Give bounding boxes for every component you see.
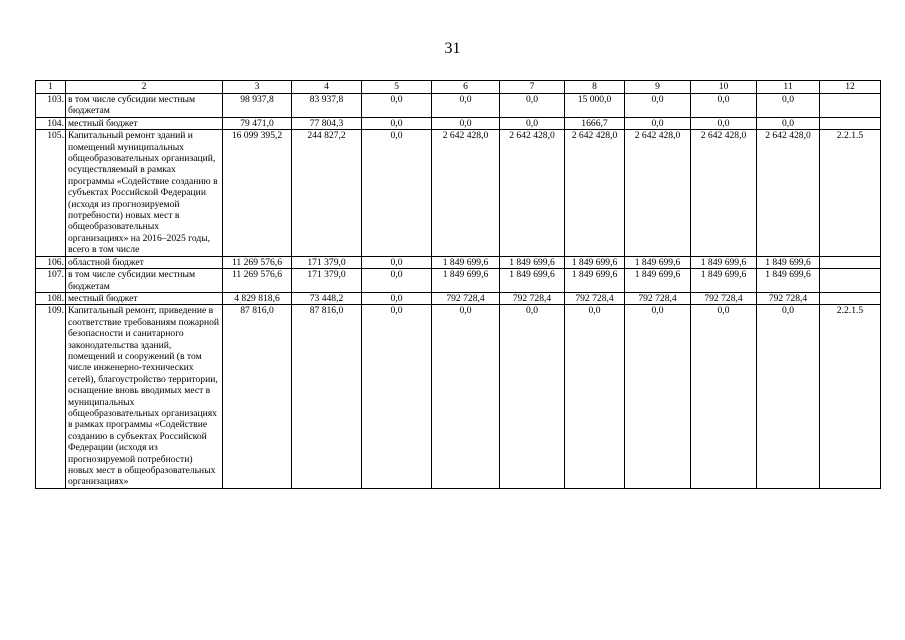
column-header: 10 <box>691 81 757 94</box>
table-cell: 1 849 699,6 <box>565 256 625 268</box>
column-header: 8 <box>565 81 625 94</box>
table-cell: 2.2.1.5 <box>820 305 881 489</box>
column-header: 11 <box>757 81 820 94</box>
table-cell <box>820 94 881 118</box>
table-cell: 87 816,0 <box>223 305 292 489</box>
table-cell: 15 000,0 <box>565 94 625 118</box>
table-cell: 1 849 699,6 <box>432 269 500 293</box>
table-cell: 0,0 <box>362 305 432 489</box>
header-row <box>36 81 881 94</box>
table-cell: 0,0 <box>757 117 820 129</box>
row-number: 106. <box>36 256 66 268</box>
table-cell: 0,0 <box>432 94 500 118</box>
row-description: в том числе субсидии местным бюджетам <box>66 94 223 118</box>
table-cell: 16 099 395,2 <box>223 130 292 256</box>
row-description: местный бюджет <box>66 292 223 304</box>
column-header: 2 <box>66 81 223 94</box>
table-cell: 244 827,2 <box>292 130 362 256</box>
table-cell: 1 849 699,6 <box>500 256 565 268</box>
table-cell: 792 728,4 <box>691 292 757 304</box>
table-cell: 2 642 428,0 <box>432 130 500 256</box>
table-row <box>36 117 881 129</box>
table-cell: 2 642 428,0 <box>691 130 757 256</box>
table-cell: 0,0 <box>432 305 500 489</box>
page-number: 31 <box>444 40 461 57</box>
row-description: Капитальный ремонт, приведение в соответствие требованиям пожарной безопасности и санитарного законодательства зданий, помещений и сооружений (в том числе инженерно-технических сетей), благоустройство территории, оснащение вновь вводимых мест в муниципальных общеобразовательных организациях в рамках программы «Содействие созданию в субъектах Российской Федерации (исходя из прогнозируемой потребности) новых мест в общеобразовательных организациях» <box>66 305 223 489</box>
table-cell: 792 728,4 <box>757 292 820 304</box>
table-cell: 11 269 576,6 <box>223 256 292 268</box>
table-row <box>36 292 881 304</box>
table-cell: 0,0 <box>691 305 757 489</box>
table-cell <box>820 117 881 129</box>
table-cell: 79 471,0 <box>223 117 292 129</box>
table-cell: 1 849 699,6 <box>691 269 757 293</box>
table-cell: 2 642 428,0 <box>500 130 565 256</box>
table-cell <box>820 269 881 293</box>
column-header: 1 <box>36 81 66 94</box>
table-row <box>36 130 881 256</box>
table-cell: 98 937,8 <box>223 94 292 118</box>
table-cell <box>820 292 881 304</box>
column-header: 9 <box>625 81 691 94</box>
column-header: 4 <box>292 81 362 94</box>
table-cell: 0,0 <box>362 256 432 268</box>
table-cell: 0,0 <box>757 305 820 489</box>
table-cell: 0,0 <box>500 117 565 129</box>
column-header: 5 <box>362 81 432 94</box>
table-cell: 0,0 <box>691 117 757 129</box>
table-cell: 792 728,4 <box>625 292 691 304</box>
table-cell: 1 849 699,6 <box>432 256 500 268</box>
column-header: 6 <box>432 81 500 94</box>
row-number: 109. <box>36 305 66 489</box>
table-cell: 0,0 <box>362 269 432 293</box>
row-description: местный бюджет <box>66 117 223 129</box>
row-number: 108. <box>36 292 66 304</box>
row-description: областной бюджет <box>66 256 223 268</box>
table-cell: 792 728,4 <box>432 292 500 304</box>
table-cell: 0,0 <box>757 94 820 118</box>
table-cell: 792 728,4 <box>565 292 625 304</box>
table-cell: 77 804,3 <box>292 117 362 129</box>
table-cell <box>820 256 881 268</box>
table-cell: 0,0 <box>362 94 432 118</box>
table-cell: 2 642 428,0 <box>625 130 691 256</box>
table-cell: 1 849 699,6 <box>565 269 625 293</box>
table-cell: 0,0 <box>362 117 432 129</box>
column-header: 7 <box>500 81 565 94</box>
table-cell: 0,0 <box>691 94 757 118</box>
table-cell: 0,0 <box>565 305 625 489</box>
budget-table <box>35 80 881 489</box>
table-cell: 171 379,0 <box>292 269 362 293</box>
row-number: 107. <box>36 269 66 293</box>
table-row <box>36 305 881 489</box>
column-header: 3 <box>223 81 292 94</box>
table-cell: 2 642 428,0 <box>565 130 625 256</box>
table-cell: 1 849 699,6 <box>757 269 820 293</box>
table-cell: 4 829 818,6 <box>223 292 292 304</box>
table-cell: 0,0 <box>362 292 432 304</box>
row-description: в том числе субсидии местным бюджетам <box>66 269 223 293</box>
table-cell: 2 642 428,0 <box>757 130 820 256</box>
table-cell: 1 849 699,6 <box>625 256 691 268</box>
table-cell: 171 379,0 <box>292 256 362 268</box>
table-row <box>36 269 881 293</box>
row-description: Капитальный ремонт зданий и помещений муниципальных общеобразовательных организаций, осуществляемый в рамках программы «Содействие созданию в субъектах Российской Федерации (исходя из прогнозируемой потребности) новых мест в общеобразовательных организациях» на 2016–2025 годы, всего в том числе <box>66 130 223 256</box>
table-cell: 1 849 699,6 <box>625 269 691 293</box>
table-cell: 1666,7 <box>565 117 625 129</box>
table-cell: 1 849 699,6 <box>500 269 565 293</box>
table-cell: 0,0 <box>432 117 500 129</box>
row-number: 103. <box>36 94 66 118</box>
table-cell: 0,0 <box>625 305 691 489</box>
table-cell: 83 937,8 <box>292 94 362 118</box>
column-header: 12 <box>820 81 881 94</box>
table-cell: 792 728,4 <box>500 292 565 304</box>
row-number: 105. <box>36 130 66 256</box>
table-row <box>36 94 881 118</box>
table-cell: 87 816,0 <box>292 305 362 489</box>
table-cell: 1 849 699,6 <box>757 256 820 268</box>
table-cell: 73 448,2 <box>292 292 362 304</box>
table-row <box>36 256 881 268</box>
table-cell: 0,0 <box>625 117 691 129</box>
table-cell: 0,0 <box>500 305 565 489</box>
table-cell: 11 269 576,6 <box>223 269 292 293</box>
table-cell: 0,0 <box>625 94 691 118</box>
row-number: 104. <box>36 117 66 129</box>
table-cell: 1 849 699,6 <box>691 256 757 268</box>
table-cell: 0,0 <box>362 130 432 256</box>
table-cell: 2.2.1.5 <box>820 130 881 256</box>
table-cell: 0,0 <box>500 94 565 118</box>
